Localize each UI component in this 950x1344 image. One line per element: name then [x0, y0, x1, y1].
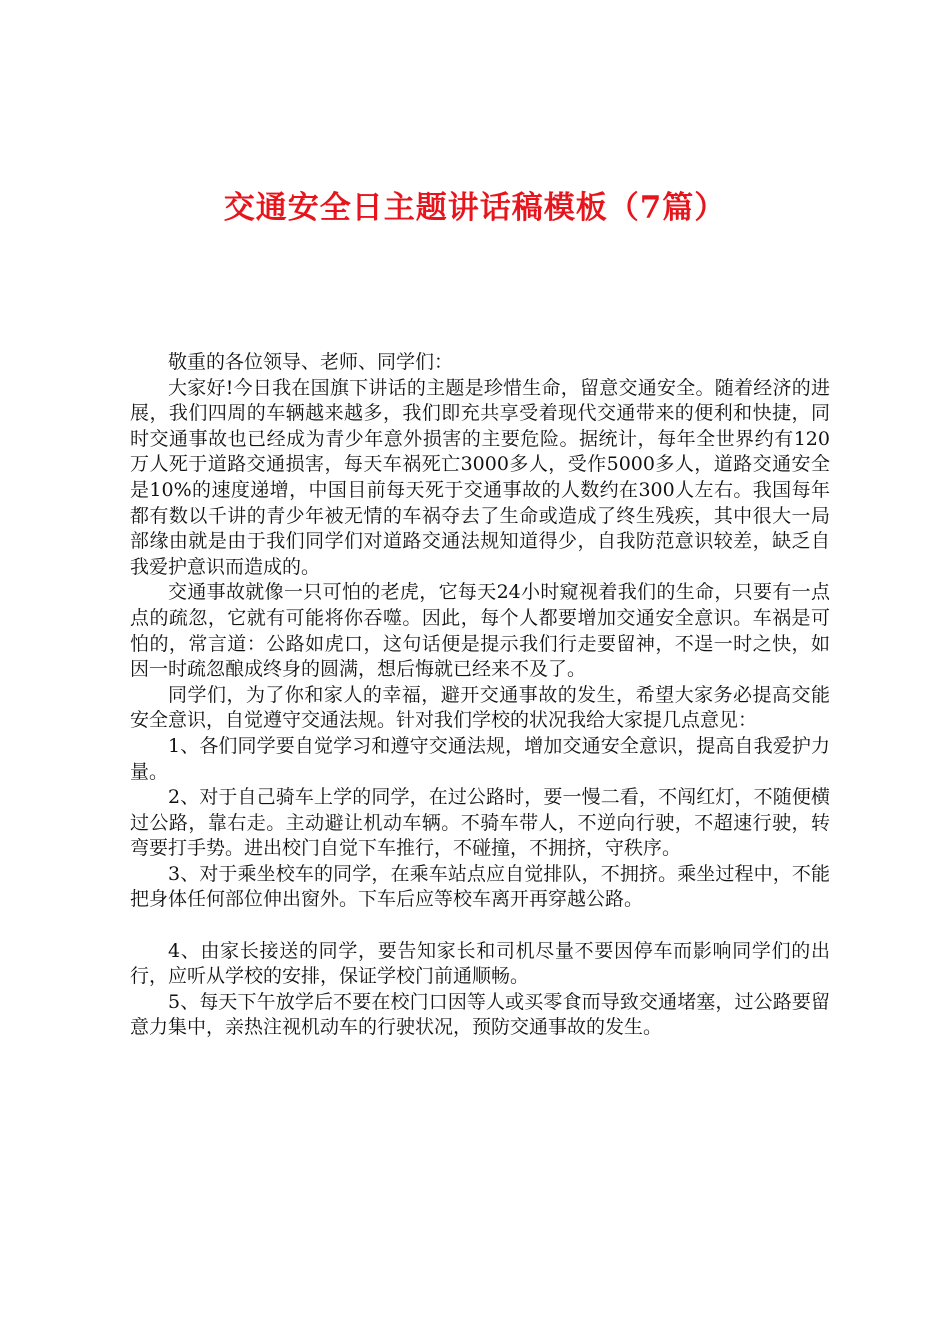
list-item-4: 4、由家长接送的同学，要告知家长和司机尽量不要因停车而影响同学们的出行，应听从学校的安排，保证学校门前通顺畅。: [130, 939, 830, 988]
paragraph-tiger: 交通事故就像一只可怕的老虎，它每天24小时窥视着我们的生命，只要有一点点的疏忽，它就有可能将你吞噬。因此，每个人都要增加交通安全意识。车祸是可怕的，常言道：公路如虎口，这句话便是提示我们行走要留神，不逞一时之快，如因一时疏忽酿成终身的圆满，想后悔就已经来不及了。: [130, 581, 830, 681]
list-item-1: 1、各们同学要自觉学习和遵守交通法规，增加交通安全意识，提高自我爱护力量。: [130, 734, 830, 783]
list-item-3: 3、对于乘坐校车的同学，在乘车站点应自觉排队，不拥挤。乘坐过程中，不能把身体任何部位伸出窗外。下车后应等校车离开再穿越公路。: [130, 862, 830, 911]
list-item-2: 2、对于自己骑车上学的同学，在过公路时，要一慢二看，不闯红灯，不随便横过公路，靠右走。主动避让机动车辆。不骑车带人，不逆向行驶，不超速行驶，转弯要打手势。进出校门自觉下车推行，不碰撞，不拥挤，守秩序。: [130, 786, 830, 860]
paragraph-gap: [130, 913, 830, 939]
list-item-5: 5、每天下午放学后不要在校门口因等人或买零食而导致交通堵塞，过公路要留意力集中，亲热注视机动车的行驶状况，预防交通事故的发生。: [130, 990, 830, 1039]
paragraph-appeal: 同学们，为了你和家人的幸福，避开交通事故的发生，希望大家务必提高交能安全意识，自觉遵守交通法规。针对我们学校的状况我给大家提几点意见：: [130, 683, 830, 732]
document-title: 交通安全日主题讲话稿模板（7篇）: [223, 190, 727, 226]
salutation: 敬重的各位领导、老师、同学们：: [168, 351, 454, 373]
document-body: [130, 350, 830, 1041]
paragraph-intro: 大家好!今日我在国旗下讲话的主题是珍惜生命，留意交通安全。随着经济的进展，我们四周的车辆越来越多，我们即充共享受着现代交通带来的便利和快捷，同时交通事故也已经成为青少年意外损害的主要危险。据统计，每年全世界约有120万人死于道路交通损害，每天车祸死亡3000多人，受作5000多人，道路交通安全是10%的速度递增，中国目前每天死于交通事故的人数约在300人左右。我国每年都有数以千讲的青少年被无情的车祸夺去了生命或造成了终生残疾，其中很大一局部缘由就是由于我们同学们对道路交通法规知道得少，自我防范意识较差，缺乏自我爱护意识而造成的。: [130, 376, 830, 578]
